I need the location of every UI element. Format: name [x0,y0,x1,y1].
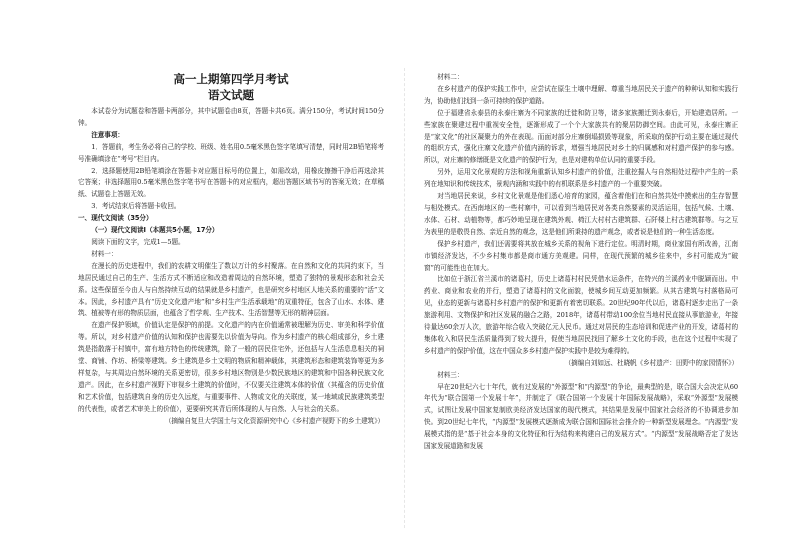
material-2-label: 材料二： [437,73,464,81]
material-2-paragraph-1: 在乡村遗产的保护实践工作中，应尝试在原生土壤中理解、尊重当地居民关于遗产的种种认知和实践行为，协助他们找到一条可持续的保护道路。 [424,84,738,105]
material-2-paragraph-5: 保护乡村遗产，我们还需要将其放在城乡关系的视角下进行定位。明清时期，商业家国有所改善，江南市镇经济发达，不少乡村集市都是商市通方美观建。同样，在现代预繁的城乡往来中，乡村可能成为“破窗”的可能性也在加大。 [424,239,738,272]
material-2-paragraph-2: 位于福建省永泰县的永泰庄寨为不同家族的迁徙和防卫等，诸多家族搬迁到永泰后，开始建造居所。一些家族在聚建过程中重视安全性，逐渐形成了一个个大家族共有的聚居防御空间。由此可见，永泰庄寨正是“家文化”的社区凝聚力的外在表现。而面对部分庄寨倒塌损毁等现象，所采取的保护行动主要在通过现代的组织方式，强化庄寨文化遗产价值内涵的诉求，增强当地居民对乡土的归属感和对村遗产保护的参与感。所以，对庄寨的修缮既是文化遗产的保护行为，也是对建构单位认同的重要手段。 [424,108,738,165]
material-1-citation: （摘编自复旦大学国土与文化资源研究中心《乡村遗产视野下的乡土建筑》） [164,416,384,425]
section-heading-1-1: （一）现代文阅读Ⅰ（本题共5小题，17分） [91,226,219,235]
right-column [424,72,738,453]
material-3-label: 材料三： [437,370,464,379]
notice-item-1: 1．答题前，考生务必将自己的学校、班级、姓名用0.5毫米黑色签字笔填写清楚，同时用2B铅笔将考号准确填涂在“考号”栏目内。 [78,142,384,163]
material-3-paragraph-1: 早在20世纪六七十年代，就有过发展的“外源型”和“内源型”的争论，最典型的是，联合国大会决定从60年代为“联合国第一个发展十年”，并制定了《联合国第一个发展十年国际发展战略》，采取“外源型”发展模式，试图让发展中国家复制欧美经济发达国家的现代模式，其结果是发展中国家社会经济的不协调进步加快。到20世纪七年代，“内源型”发展模式逐渐成为联合国和国际社会推介的一种新型发展理念。“内源型”发展模式指的是“基于社会本身的文化特征和行为结构来构建自己的发展方式”。“内源型”发展战略否定了发达国家发展道路和发展 [424,382,738,451]
material-1-label: 材料一： [91,249,118,258]
notice-item-3: 3．考试结束后将答题卡收回。 [91,202,181,211]
notice-item-2: 2．选择题使用2B铅笔填涂在答题卡对应题目标号的位置上，如需改动，用橡皮擦擦干净后再选涂其它答案；非选择题用0.5毫米黑色签字笔书写在答题卡的对应框内，超出答题区域书写的答案无效；在草稿纸、试题卷上答题无效。 [78,166,384,199]
material-2-paragraph-3: 另外，运用文化景观的方法和视角重新认知乡村遗产的价值，注重挖掘人与自然相处过程中产生的一系列在地知识和传统技术，景观内涵和实践中的有机联系是乡村遗产的一个重要突破。 [424,168,738,189]
material-2-paragraph-6: 比如位于浙江省兰溪市的诸葛村，历史上诸葛村村民凭借水运条件，在特兴的兰溪药业中脱颖而出。中药业、商业和农业的并行，塑造了诸葛村的文化面貌，使城乡间互动更加频繁。从其古建筑与村落格局可见，业态的更新与诸葛村乡村遗产的保护和更新有着密切联系。20世纪90年代以后，诸葛村逐步走出了一条旅游利用、文物保护和社区发展的融合之路，2018年，诸葛村带动100余位当地村民直接从事旅游业，年接待量达60余万人次，旅游年综合收入突破亿元人民币。通过对居民的生态培训和促进产业的开发，诸葛村的集体收入和居民生活质量得到了较大提升，促使当地居民找回了解乡土文化的手段，也在这个过程中实现了乡村遗产的保护价值，这在中国众多乡村遗产保护实践中是较为难得的。 [424,275,738,355]
exam-title: 高一上期第四学月考试 [173,72,289,86]
left-column [78,72,384,427]
section-heading-1: 一、现代文阅读（35分） [78,214,153,223]
reading-instruction: 阅读下面的文字，完成1—5题。 [91,237,185,246]
material-2-paragraph-4: 对当地居民来说，乡村文化景观是他们悉心培育的家园，蕴含着他们在和自然共处中摸索出的生存智慧与相处模式。在西南地区的一些村寨中，可以看到当地居民对各类自然要素的灵活运用，包括气候、土壤、水体、石材、动植物等，都巧妙地呈现在建筑外观、椅江大村村古建筑群、石阡楼上村古建筑群等。与之互为表里的是敬畏自然、亲近自然的观念，这是他们所秉持的遗产观念，或者说是他们的一种生活态度。 [424,192,738,236]
material-1-paragraph-1: 在漫长的历史进程中，我们的农耕文明催生了数以万计的乡村聚落。在自然和文化的共同约束下，当地居民通过自己的生产、生活方式不断适应和改造着周边的自然环境，塑造了独特的景观形态和社会关系。这些保留至今由人与自然持续互动的结果就是乡村遗产，也是研究乡村地区人地关系的重要的“活”文本。因此，乡村遗产具有“历史文化遗产地”和“乡村生产生活承载地”的双重特征，包含了山水、水体、建筑、植被等有形的物质层面，也蕴含了哲学观、生产技术、生活智慧等无形的精神层面。 [78,261,384,318]
column-divider [404,68,405,528]
exam-intro: 本试卷分为试题卷和答题卡两部分，其中试题卷由8页，答题卡共6页。满分150分，考试时间150分钟。 [78,107,384,127]
notice-heading: 注意事项： [91,130,124,139]
material-2-citation: （摘编自刘如远、杜晓帆《乡村遗产：田野中的家园情怀》） [564,358,738,367]
exam-subtitle: 语文试题 [208,88,254,102]
material-1-paragraph-2: 在遗产保护领域，价值认定是保护的前提。文化遗产的内在价值通常被理解为历史、审美和科学价值等。所以，对乡村遗产价值的认知和保护也需要先以价值为导向。作为乡村遗产的核心组成部分，乡土建筑是指散落于村镇中，富有地方特色的传统建筑，除了一般的居民住宅外，还包括与人生活息息相关的祠堂、商铺、作坊、桥梁等建筑。乡土建筑是乡土文明的物质和精神载体，其建筑形态和建筑装饰等更为多样复杂，与其周边自然环境的关系更密切，很多乡村地区物别是少数民族地区的建筑和中国各种民族文化遗产。因此，在乡村遗产视野下审视乡土建筑的价值时，不仅要关注建筑本体的价值（其蕴含的历史价值和艺术价值，包括建筑自身的历史久远度，与重要事件、人物或文化的关联度，某一地域或民族建筑类型的代表性，或者艺术审美上的价值），更要研究其背后所体现的人与自然、人与社会的关系。 [78,321,384,413]
